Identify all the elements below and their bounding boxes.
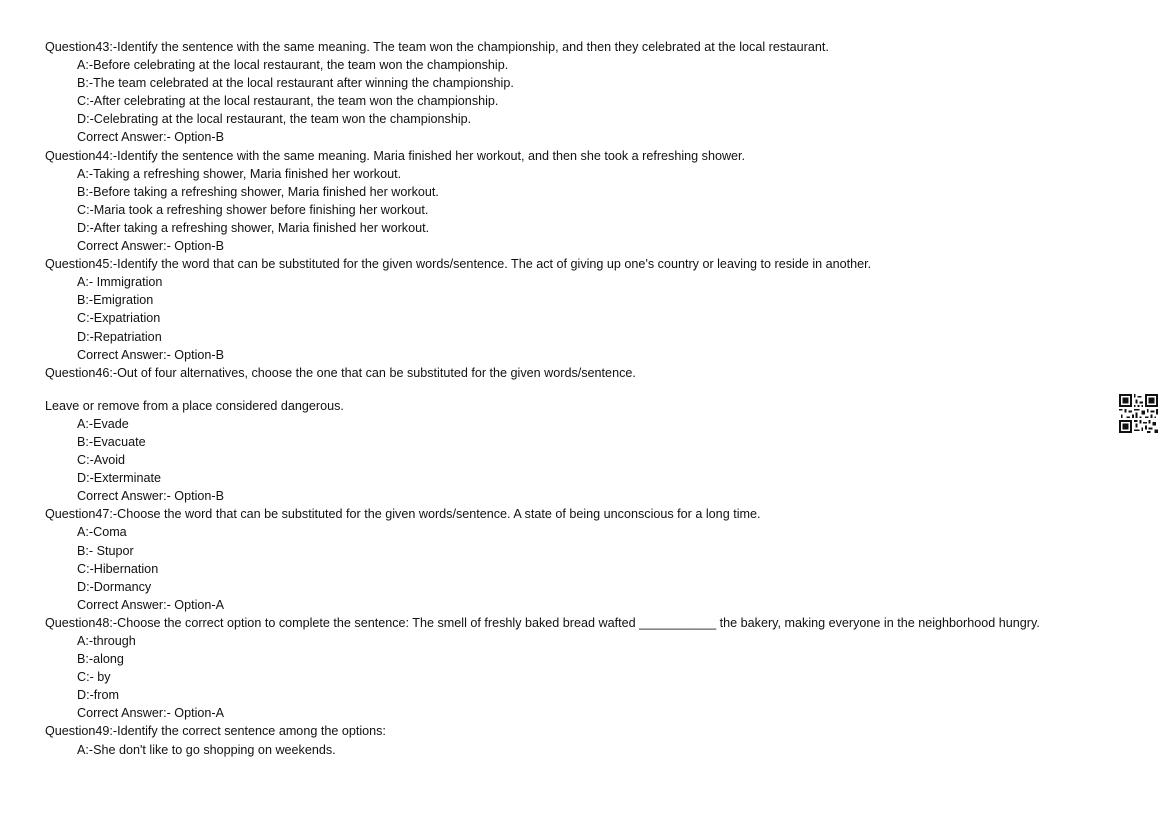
option-c: C:-Expatriation	[77, 311, 161, 326]
option-d: D:-Dormancy	[77, 579, 152, 594]
option-b: B:-Evacuate	[77, 434, 146, 449]
question-block	[45, 722, 1135, 758]
option-b: B:- Stupor	[77, 543, 134, 558]
option-a: A:-through	[77, 634, 136, 648]
question-block	[45, 255, 1135, 364]
question-block	[45, 147, 1135, 256]
option-a: A:-Coma	[77, 525, 127, 540]
option-d: D:-from	[77, 688, 119, 703]
option-d: D:-Celebrating at the local restaurant, the team won the championship.	[77, 112, 472, 127]
option-b: B:-Before taking a refreshing shower, Maria finished her workout.	[77, 184, 439, 199]
option-a: A:-Evade	[77, 416, 129, 431]
question-title: Question48:-Choose the correct option to complete the sentence: The smell of freshly baked bread wafted ___________ the bakery, making everyone in the neighborhood hungry.	[45, 615, 1040, 630]
option-c: C:-After celebrating at the local restaurant, the team won the championship.	[77, 94, 499, 109]
option-a: A:-Before celebrating at the local restaurant, the team won the championship.	[77, 58, 509, 73]
option-c: C:-Avoid	[77, 453, 126, 468]
option-d: D:-Exterminate	[77, 471, 161, 486]
question-document	[45, 38, 1135, 759]
question-subtext: Leave or remove from a place considered dangerous.	[45, 398, 344, 413]
option-b: B:-Emigration	[77, 293, 154, 308]
question-block	[45, 38, 1135, 147]
question-block	[45, 614, 1135, 723]
correct-answer: Correct Answer:- Option-B	[77, 347, 224, 362]
question-title: Question49:-Identify the correct sentence among the options:	[45, 724, 386, 739]
paragraph-gap	[45, 382, 1135, 397]
question-title: Question46:-Out of four alternatives, choose the one that can be substituted for the given words/sentence.	[45, 365, 636, 380]
correct-answer: Correct Answer:- Option-B	[77, 489, 224, 504]
option-a: A:-She don't like to go shopping on weekends.	[77, 742, 336, 757]
correct-answer: Correct Answer:- Option-B	[77, 130, 224, 145]
correct-answer: Correct Answer:- Option-A	[77, 706, 224, 721]
qr-code-icon	[1119, 394, 1158, 433]
correct-answer: Correct Answer:- Option-A	[77, 597, 224, 612]
option-c: C:-Hibernation	[77, 561, 159, 576]
question-title: Question44:-Identify the sentence with the same meaning. Maria finished her workout, and then she took a refreshing shower.	[45, 148, 746, 163]
question-title: Question47:-Choose the word that can be substituted for the given words/sentence. A state of being unconscious for a long time.	[45, 507, 761, 522]
option-b: B:-The team celebrated at the local restaurant after winning the championship.	[77, 76, 514, 91]
question-title: Question45:-Identify the word that can be substituted for the given words/sentence. The act of giving up one's country or leaving to reside in another.	[45, 257, 872, 272]
option-a: A:- Immigration	[77, 275, 163, 290]
question-title: Question43:-Identify the sentence with the same meaning. The team won the championship, and then they celebrated at the local restaurant.	[45, 40, 829, 54]
option-b: B:-along	[77, 652, 124, 667]
option-c: C:-Maria took a refreshing shower before finishing her workout.	[77, 202, 429, 217]
option-d: D:-Repatriation	[77, 329, 162, 344]
correct-answer: Correct Answer:- Option-B	[77, 239, 224, 254]
option-a: A:-Taking a refreshing shower, Maria finished her workout.	[77, 166, 402, 181]
option-d: D:-After taking a refreshing shower, Maria finished her workout.	[77, 220, 430, 235]
question-block	[45, 505, 1135, 614]
option-c: C:- by	[77, 670, 111, 685]
question-block	[45, 364, 1135, 506]
